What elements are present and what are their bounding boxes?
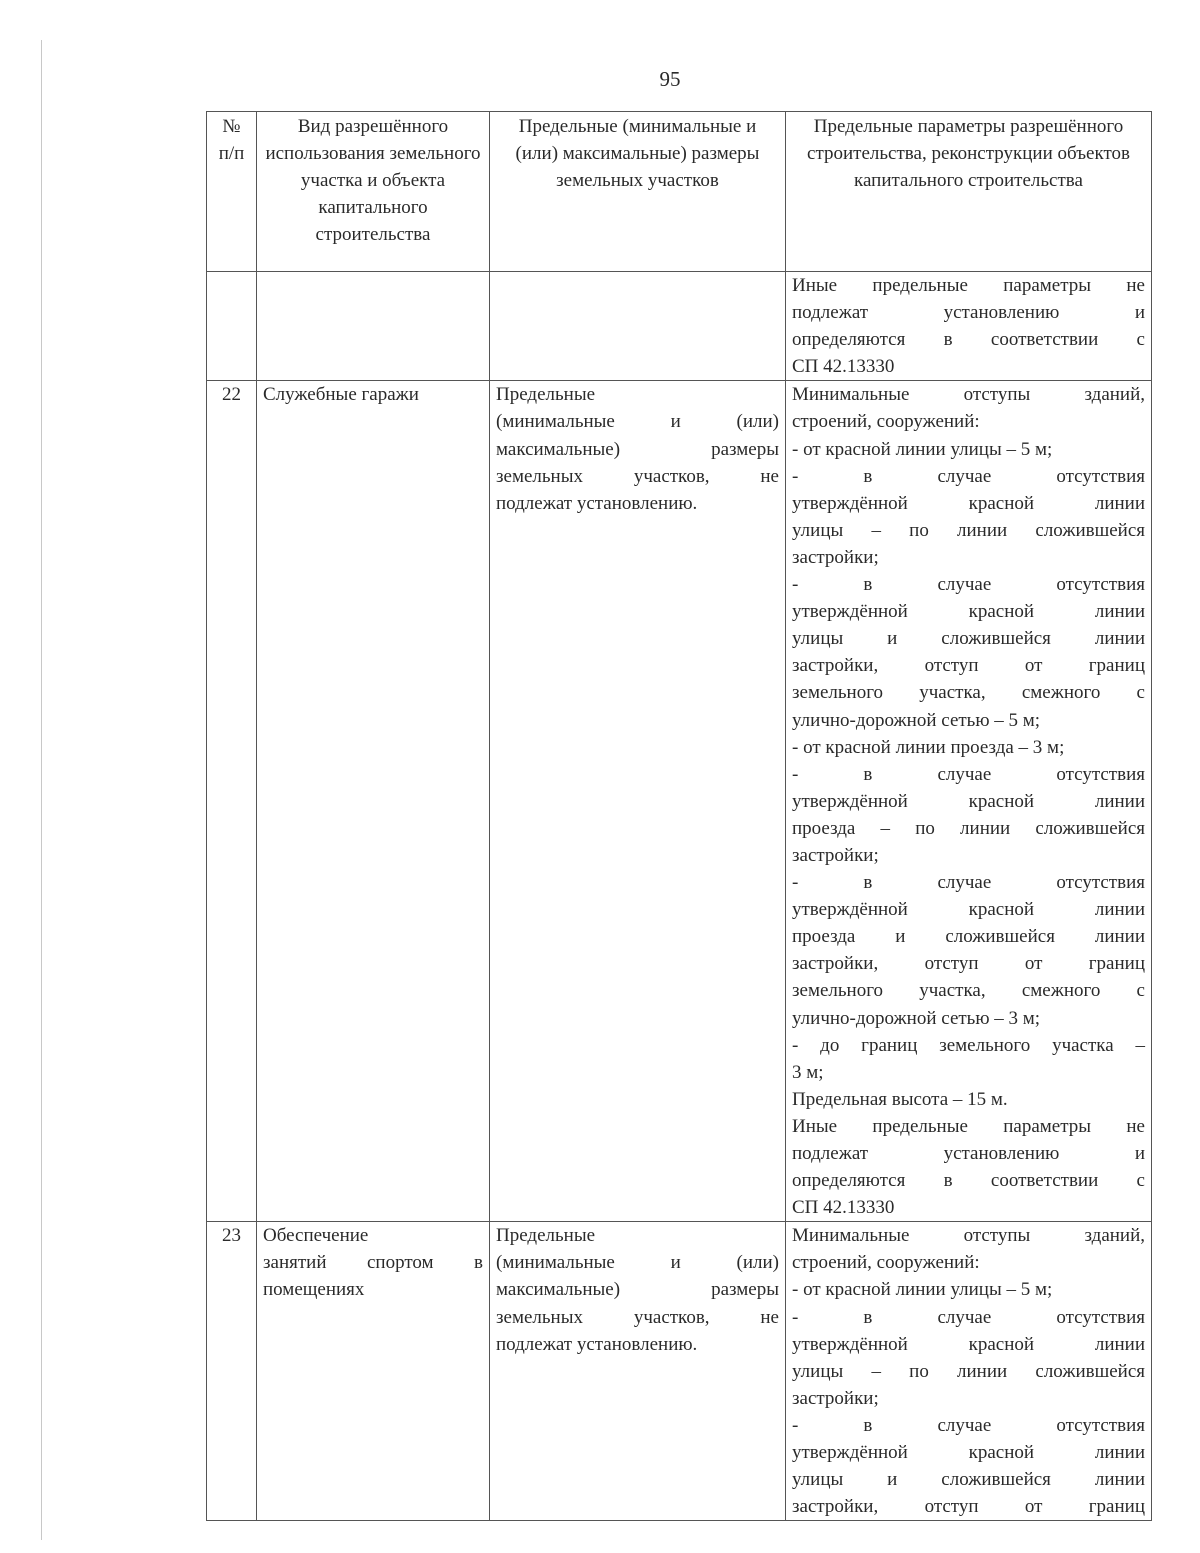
- text-line: застройки, отступ от границ: [792, 953, 1145, 975]
- cell-plot-size-limits: [490, 1222, 786, 1521]
- table-row-22: [207, 381, 1152, 1222]
- text-line: земельных участков, не: [496, 1306, 779, 1328]
- text-line: (минимальные и (или): [496, 1252, 779, 1274]
- text-line: СП 42.13330: [792, 1197, 895, 1219]
- text-line: улично-дорожной сетью – 5 м;: [792, 709, 1041, 731]
- text-line: Иные предельные параметры не: [792, 275, 1145, 296]
- table-row-continuation: [207, 272, 1152, 381]
- header-permitted-use-type: Вид разрешённого использования земельного участка и объекта капитального строительства: [257, 112, 490, 272]
- text-line: застройки;: [792, 844, 879, 866]
- cell-plot-size-limits: [490, 381, 786, 1222]
- text-line: 3 м;: [792, 1061, 824, 1083]
- text-line: - в случае отсутствия: [792, 1306, 1145, 1328]
- cell-construction-parameters: [786, 381, 1152, 1222]
- text-line: застройки;: [792, 1387, 879, 1409]
- text-line: проезда и сложившейся линии: [792, 926, 1145, 948]
- text-line: утверждённой красной линии: [792, 1442, 1145, 1464]
- text-line: улично-дорожной сетью – 3 м;: [792, 1007, 1041, 1029]
- text-line: определяются в соответствии с: [792, 329, 1145, 351]
- cell-number: 22: [207, 381, 257, 1222]
- text-line: - в случае отсутствия: [792, 465, 1145, 487]
- header-number: № п/п: [207, 112, 257, 272]
- text-line: Минимальные отступы зданий,: [792, 384, 1145, 406]
- text-line: Предельные: [496, 384, 596, 406]
- text-line: определяются в соответствии с: [792, 1170, 1145, 1192]
- cell-number: 23: [207, 1222, 257, 1521]
- text-line: застройки, отступ от границ: [792, 655, 1145, 677]
- cell-construction-parameters: [786, 1222, 1152, 1521]
- text-line: Предельные: [496, 1225, 596, 1247]
- text-line: - от красной линии проезда – 3 м;: [792, 736, 1065, 758]
- cell-plot-size-limits: [490, 272, 786, 381]
- text-line: застройки, отступ от границ: [792, 1496, 1145, 1518]
- header-plot-size-limits: Предельные (минимальные и (или) максимальные) размеры земельных участков: [490, 112, 786, 272]
- text-line: - от красной линии улицы – 5 м;: [792, 438, 1053, 460]
- cell-construction-parameters: [786, 272, 1152, 381]
- text-line: строений, сооружений:: [792, 1252, 980, 1274]
- text-line: улицы и сложившейся линии: [792, 628, 1145, 650]
- text-line: Служебные гаражи: [263, 384, 419, 406]
- text-line: подлежат установлению.: [496, 492, 698, 514]
- cell-number: [207, 272, 257, 381]
- text-line: утверждённой красной линии: [792, 790, 1145, 812]
- text-line: проезда – по линии сложившейся: [792, 817, 1145, 839]
- text-line: СП 42.13330: [792, 356, 895, 378]
- cell-permitted-use-type: [257, 381, 490, 1222]
- text-line: земельного участка, смежного с: [792, 980, 1145, 1002]
- table-header-row: [207, 112, 1152, 272]
- text-line: - от красной линии улицы – 5 м;: [792, 1279, 1053, 1301]
- cell-permitted-use-type: [257, 1222, 490, 1521]
- text-line: (минимальные и (или): [496, 411, 779, 433]
- table-row-23: [207, 1222, 1152, 1521]
- text-line: подлежат установлению и: [792, 1143, 1145, 1164]
- text-line: максимальные) размеры: [496, 1279, 779, 1301]
- text-line: подлежат установлению.: [496, 1333, 698, 1355]
- text-line: улицы и сложившейся линии: [792, 1469, 1145, 1491]
- text-line: - в случае отсутствия: [792, 574, 1145, 596]
- page-number: 95: [659, 67, 681, 91]
- header-construction-parameters: Предельные параметры разрешённого строительства, реконструкции объектов капитального строительства: [786, 112, 1152, 272]
- cell-permitted-use-type: [257, 272, 490, 381]
- text-line: улицы – по линии сложившейся: [792, 519, 1145, 541]
- text-line: застройки;: [792, 546, 879, 568]
- text-line: - в случае отсутствия: [792, 872, 1145, 894]
- text-line: Предельная высота – 15 м.: [792, 1088, 1008, 1110]
- text-line: строений, сооружений:: [792, 411, 980, 433]
- text-line: утверждённой красной линии: [792, 899, 1145, 921]
- text-line: земельного участка, смежного с: [792, 682, 1145, 704]
- text-line: занятий спортом в: [263, 1252, 483, 1274]
- land-use-regulations-table: [206, 111, 1152, 1521]
- text-line: утверждённой красной линии: [792, 1333, 1145, 1355]
- text-line: подлежат установлению и: [792, 302, 1145, 324]
- text-line: утверждённой красной линии: [792, 492, 1145, 514]
- text-line: - до границ земельного участка –: [792, 1034, 1145, 1056]
- text-line: Обеспечение: [263, 1225, 369, 1247]
- text-line: помещениях: [263, 1279, 365, 1301]
- text-line: утверждённой красной линии: [792, 601, 1145, 623]
- text-line: улицы – по линии сложившейся: [792, 1360, 1145, 1382]
- text-line: - в случае отсутствия: [792, 763, 1145, 785]
- text-line: земельных участков, не: [496, 465, 779, 487]
- text-line: - в случае отсутствия: [792, 1414, 1145, 1436]
- page-binding-edge: [41, 40, 42, 1540]
- text-line: Минимальные отступы зданий,: [792, 1225, 1145, 1247]
- text-line: Иные предельные параметры не: [792, 1115, 1145, 1137]
- text-line: максимальные) размеры: [496, 438, 779, 460]
